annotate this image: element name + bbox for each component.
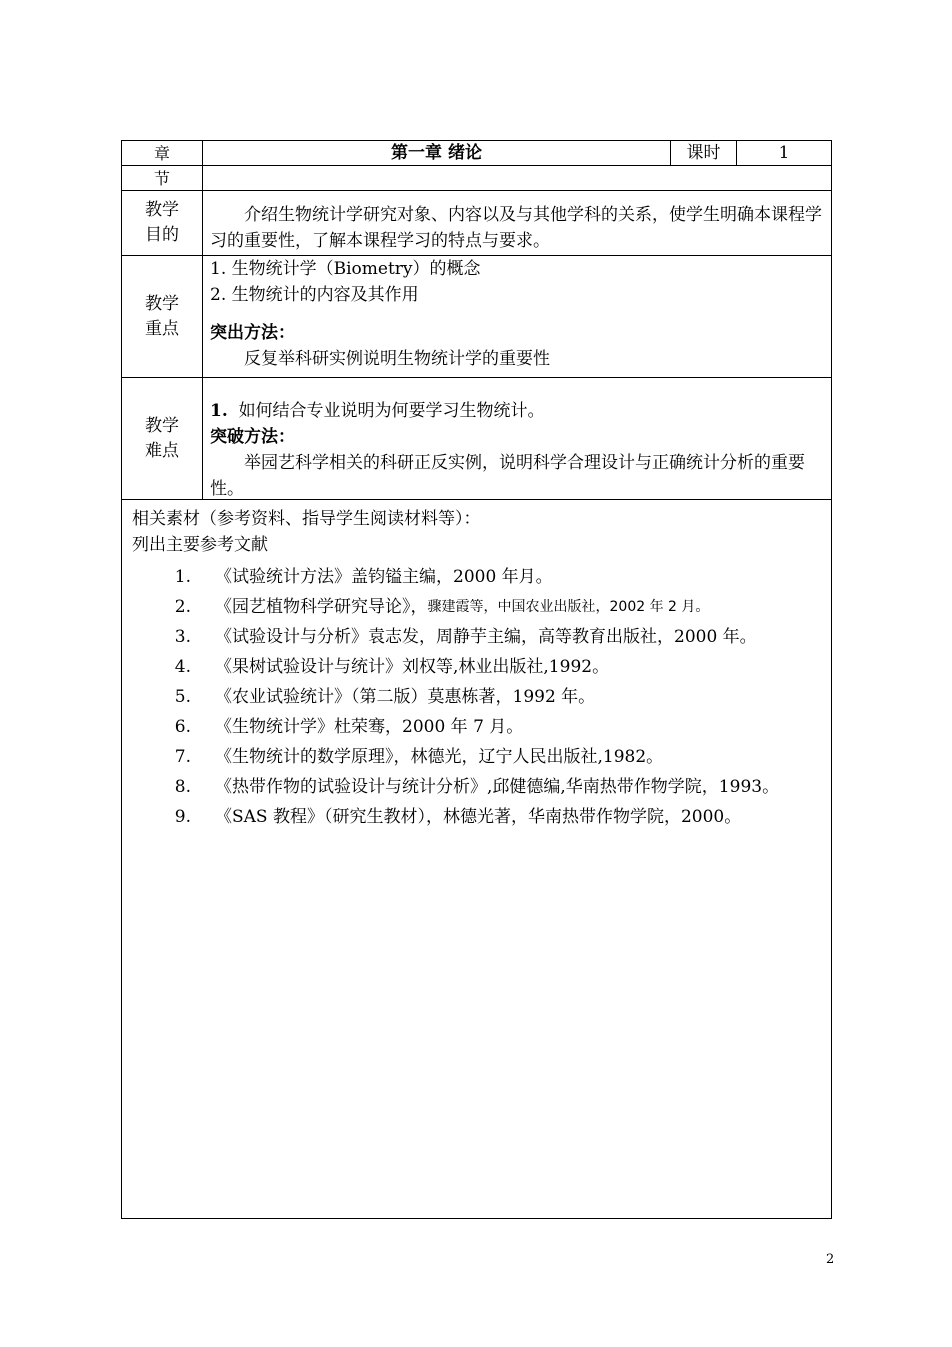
objectives-label-line-1: 教学 (145, 200, 179, 220)
key-point-item: 2. 生物统计的内容及其作用 (210, 285, 419, 305)
key-points-row (122, 256, 831, 378)
objectives-row (122, 191, 831, 256)
section-label: 节 (122, 166, 203, 190)
hours-label: 课时 (671, 141, 737, 165)
hours-value: 1 (778, 143, 790, 163)
difficulty-item: 1. 如何结合专业说明为何要学习生物统计。 (210, 401, 545, 421)
section-row (122, 166, 831, 191)
key-point-item: 1. 生物统计学（Biometry）的概念 (210, 259, 481, 279)
key-points-method-title: 突出方法： (210, 323, 295, 343)
reference-item: 3. 《试验设计与分析》袁志发，周静芋主编，高等教育出版社，2000 年。 (174, 627, 757, 647)
chapter-title: 第一章 绪论 (203, 141, 671, 165)
materials-subheading: 列出主要参考文献 (132, 535, 268, 555)
difficulties-row (122, 378, 831, 500)
objectives-label-line-2: 目的 (145, 225, 179, 245)
key-points-method-text: 反复举科研实例说明生物统计学的重要性 (244, 349, 550, 369)
difficulties-content (210, 398, 825, 499)
reference-item: 7. 《生物统计的数学原理》，林德光，辽宁人民出版社,1982。 (174, 747, 664, 767)
objectives-text: 介绍生物统计学研究对象、内容以及与其他学科的关系，使学生明确本课程学习的重要性，了解本课程学习的特点与要求。 (210, 205, 822, 251)
reference-item: 4. 《果树试验设计与统计》刘权等,林业出版社,1992。 (174, 657, 610, 677)
reference-item: 8. 《热带作物的试验设计与统计分析》,邱健德编,华南热带作物学院，1993。 (174, 777, 780, 797)
difficulties-method-text: 举园艺科学相关的科研正反实例，说明科学合理设计与正确统计分析的重要性。 (210, 453, 805, 499)
materials-section (122, 500, 831, 1218)
difficulties-label-line-2: 难点 (145, 440, 179, 461)
lesson-plan-table (121, 140, 832, 1219)
difficulties-label (122, 378, 203, 499)
difficulties-method-title: 突破方法： (210, 427, 295, 447)
reference-item: 2. 《园艺植物科学研究导论》， 骤建霞等，中国农业出版社，2002 年 2 月。 (174, 597, 710, 617)
difficulties-label-line-1: 教学 (145, 415, 179, 436)
chapter-label: 章 (122, 141, 203, 165)
key-points-content (210, 256, 825, 377)
reference-item: 1. 《试验统计方法》盖钧镒主编，2000 年月。 (174, 567, 553, 587)
key-points-label (122, 256, 203, 377)
key-points-label-line-2: 重点 (145, 318, 179, 339)
section-value (203, 166, 831, 190)
page-number: 2 (826, 1252, 835, 1267)
reference-item: 6. 《生物统计学》杜荣骞，2000 年 7 月。 (174, 717, 524, 737)
reference-item: 5. 《农业试验统计》（第二版）莫惠栋著，1992 年。 (174, 687, 596, 707)
chapter-row (122, 141, 831, 166)
materials-heading: 相关素材（参考资料、指导学生阅读材料等）： (132, 509, 481, 529)
key-points-label-line-1: 教学 (145, 293, 179, 314)
reference-list (132, 562, 825, 832)
objectives-label (122, 191, 203, 255)
reference-item: 9. 《SAS 教程》（研究生教材），林德光著，华南热带作物学院，2000。 (174, 807, 742, 827)
